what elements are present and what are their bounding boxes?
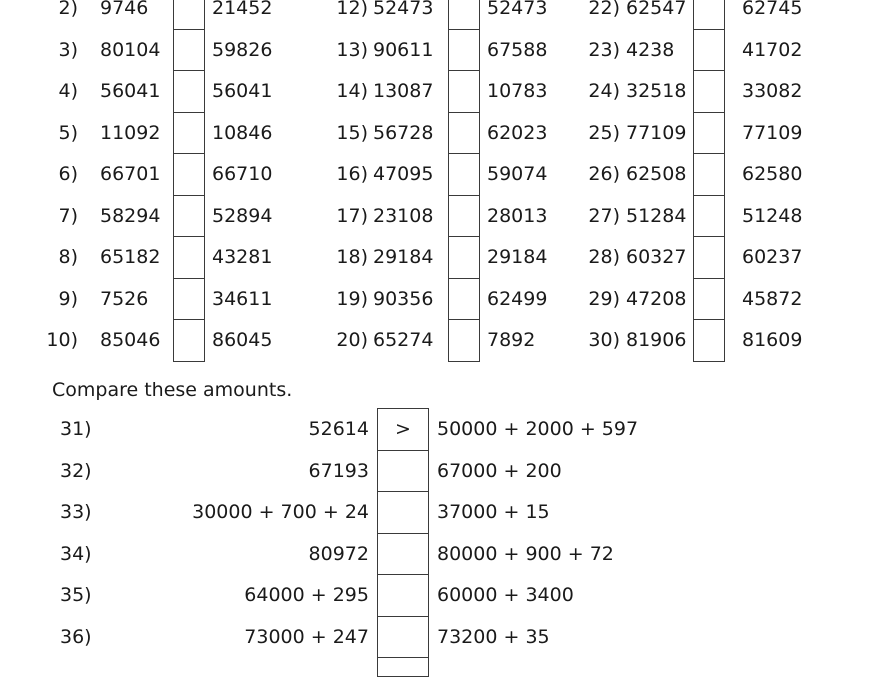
answer-box[interactable] (693, 112, 725, 155)
left-number: 77109 (626, 121, 687, 144)
answer-box[interactable] (693, 70, 725, 113)
question-number: 18) (336, 246, 368, 268)
right-number: 56041 (212, 80, 273, 102)
left-number: 90356 (373, 287, 434, 310)
left-number: 32518 (626, 80, 687, 102)
question-number: 25) (588, 121, 620, 144)
question-number: 33) (60, 501, 92, 523)
answer-box[interactable] (173, 153, 205, 196)
question-number: 15) (336, 121, 368, 144)
left-number: 13087 (373, 80, 434, 102)
question-number: 28) (588, 246, 620, 268)
question-number: 35) (60, 584, 92, 606)
right-number: 62499 (487, 287, 548, 310)
question-number: 30) (588, 329, 620, 351)
answer-box[interactable] (377, 450, 429, 493)
left-number: 7526 (100, 287, 149, 310)
right-number: 52894 (212, 204, 273, 227)
answer-box[interactable] (173, 236, 205, 279)
left-number: 52473 (373, 0, 434, 19)
right-number: 67588 (487, 38, 548, 61)
answer-box[interactable] (173, 112, 205, 155)
answer-box[interactable] (173, 278, 205, 321)
left-number: 80104 (100, 38, 161, 61)
left-number: 23108 (373, 204, 434, 227)
answer-box[interactable] (693, 29, 725, 72)
answer-box[interactable] (448, 112, 480, 155)
right-number: 7892 (487, 329, 536, 351)
question-number: 23) (588, 38, 620, 61)
right-number: 62580 (742, 163, 803, 185)
left-number: 81906 (626, 329, 687, 351)
question-number: 4) (58, 80, 78, 102)
right-number: 77109 (742, 121, 803, 144)
question-number: 5) (58, 121, 78, 144)
answer-box[interactable] (448, 236, 480, 279)
answer-box[interactable] (693, 195, 725, 238)
left-number: 90611 (373, 38, 434, 61)
answer-box[interactable] (693, 0, 725, 30)
right-number: 29184 (487, 246, 548, 268)
answer-box[interactable] (448, 0, 480, 30)
right-amount: 73200 + 35 (437, 625, 550, 648)
section-instruction: Compare these amounts. (52, 379, 293, 401)
answer-box[interactable] (448, 70, 480, 113)
left-number: 66701 (100, 163, 161, 185)
left-number: 65274 (373, 329, 434, 351)
answer-box[interactable] (377, 616, 429, 659)
answer-box[interactable] (377, 574, 429, 617)
comparison-symbol: > (395, 418, 411, 440)
question-number: 24) (588, 80, 620, 102)
answer-box[interactable] (377, 533, 429, 576)
left-amount: 30000 + 700 + 24 (192, 501, 369, 523)
left-number: 58294 (100, 204, 161, 227)
left-number: 62508 (626, 163, 687, 185)
question-number: 31) (60, 418, 92, 440)
right-number: 59074 (487, 163, 548, 185)
question-number: 3) (58, 38, 78, 61)
question-number: 20) (336, 329, 368, 351)
question-number: 26) (588, 163, 620, 185)
answer-box[interactable] (693, 236, 725, 279)
left-number: 62547 (626, 0, 687, 19)
left-number: 65182 (100, 246, 161, 268)
right-number: 62023 (487, 121, 548, 144)
right-amount: 80000 + 900 + 72 (437, 542, 614, 565)
answer-box[interactable] (173, 195, 205, 238)
left-amount: 67193 (308, 459, 369, 482)
left-number: 85046 (100, 329, 161, 351)
answer-box[interactable] (693, 278, 725, 321)
left-number: 29184 (373, 246, 434, 268)
right-number: 28013 (487, 204, 548, 227)
answer-box[interactable] (448, 29, 480, 72)
question-number: 16) (336, 163, 368, 185)
question-number: 22) (588, 0, 620, 19)
right-number: 34611 (212, 287, 273, 310)
left-amount: 80972 (308, 542, 369, 565)
left-amount: 64000 + 295 (244, 584, 369, 606)
question-number: 6) (58, 163, 78, 185)
left-amount: 73000 + 247 (244, 625, 369, 648)
answer-box[interactable] (448, 153, 480, 196)
question-number: 36) (60, 625, 92, 648)
right-number: 33082 (742, 80, 803, 102)
right-number: 81609 (742, 329, 803, 351)
right-amount: 67000 + 200 (437, 459, 562, 482)
answer-box[interactable] (448, 195, 480, 238)
answer-box[interactable] (693, 319, 725, 362)
question-number: 12) (336, 0, 368, 19)
question-number: 9) (58, 287, 78, 310)
question-number: 8) (58, 246, 78, 268)
left-number: 60327 (626, 246, 687, 268)
right-number: 66710 (212, 163, 273, 185)
answer-box[interactable] (173, 29, 205, 72)
answer-box[interactable] (173, 0, 205, 30)
question-number: 13) (336, 38, 368, 61)
right-number: 62745 (742, 0, 803, 19)
left-number: 47095 (373, 163, 434, 185)
left-number: 51284 (626, 204, 687, 227)
right-number: 21452 (212, 0, 273, 19)
answer-box[interactable] (448, 278, 480, 321)
answer-box[interactable] (693, 153, 725, 196)
right-amount: 50000 + 2000 + 597 (437, 418, 639, 440)
right-amount: 60000 + 3400 (437, 584, 574, 606)
right-number: 10783 (487, 80, 548, 102)
right-number: 52473 (487, 0, 548, 19)
left-number: 4238 (626, 38, 675, 61)
question-number: 14) (336, 80, 368, 102)
question-number: 27) (588, 204, 620, 227)
answer-box[interactable] (173, 319, 205, 362)
question-number: 7) (58, 204, 78, 227)
question-number: 29) (588, 287, 620, 310)
left-number: 11092 (100, 121, 161, 144)
question-number: 2) (58, 0, 78, 19)
question-number: 34) (60, 542, 92, 565)
left-number: 56041 (100, 80, 161, 102)
left-number: 56728 (373, 121, 434, 144)
answer-box[interactable] (448, 319, 480, 362)
right-number: 86045 (212, 329, 273, 351)
answer-box[interactable] (377, 491, 429, 534)
question-number: 19) (336, 287, 368, 310)
left-number: 9746 (100, 0, 149, 19)
left-amount: 52614 (308, 418, 369, 440)
question-number: 10) (46, 329, 78, 351)
right-number: 41702 (742, 38, 803, 61)
question-number: 32) (60, 459, 92, 482)
right-number: 60237 (742, 246, 803, 268)
right-number: 59826 (212, 38, 273, 61)
right-amount: 37000 + 15 (437, 501, 550, 523)
right-number: 51248 (742, 204, 803, 227)
right-number: 45872 (742, 287, 803, 310)
left-number: 47208 (626, 287, 687, 310)
question-number: 17) (336, 204, 368, 227)
answer-box[interactable] (377, 657, 429, 677)
answer-box[interactable] (173, 70, 205, 113)
right-number: 43281 (212, 246, 273, 268)
right-number: 10846 (212, 121, 273, 144)
